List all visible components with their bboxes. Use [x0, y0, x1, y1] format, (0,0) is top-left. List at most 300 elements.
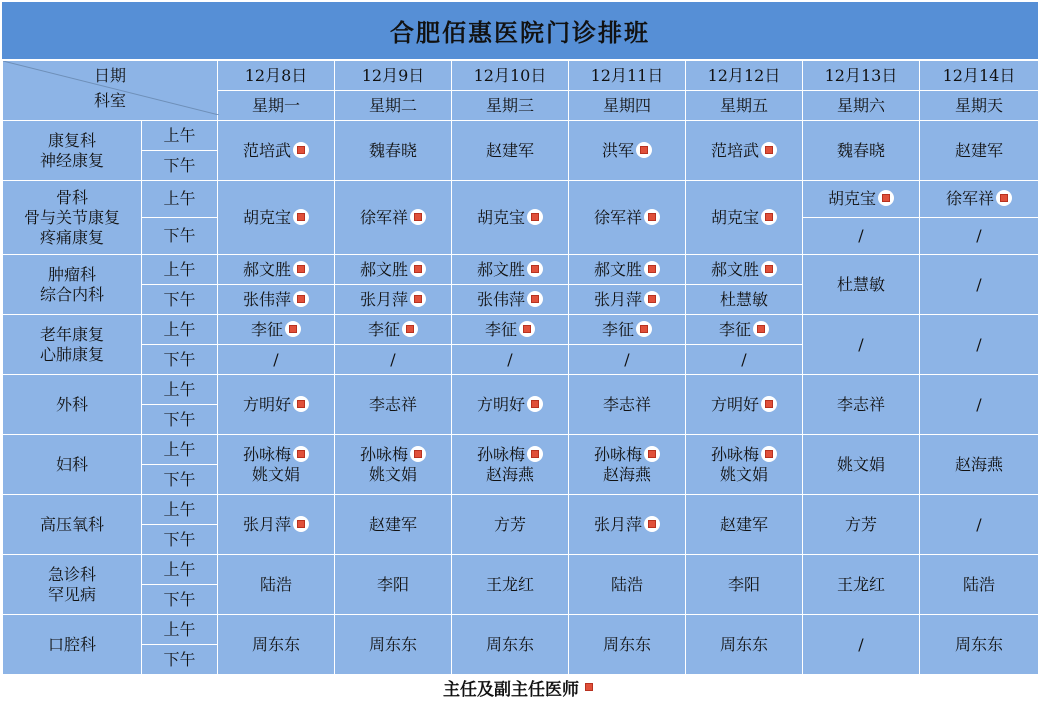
doctor-name: 赵建军	[719, 514, 768, 534]
schedule-cell	[452, 345, 569, 375]
schedule-table	[2, 60, 1039, 675]
doctor-name: 杜慧敏	[836, 274, 885, 294]
doctor-entry	[452, 208, 568, 228]
department-cell	[3, 181, 142, 255]
doctor-entry	[803, 189, 919, 209]
doctor-entry	[569, 141, 685, 161]
weekday-header: 星期六	[803, 91, 920, 121]
doctor-name: /	[858, 634, 864, 654]
doctor-entry	[803, 635, 919, 655]
schedule-row-am	[3, 121, 1039, 151]
doctor-name: 方明好	[476, 394, 525, 414]
schedule-cell	[686, 345, 803, 375]
doctor-name: 孙咏梅	[476, 444, 525, 464]
date-header: 12月13日	[803, 61, 920, 91]
doctor-entry	[218, 445, 334, 465]
schedule-cell	[686, 121, 803, 181]
schedule-cell	[452, 495, 569, 555]
schedule-cell	[218, 555, 335, 615]
doctor-entry	[803, 575, 919, 595]
schedule-cell	[452, 285, 569, 315]
doctor-name: 郝文胜	[476, 259, 525, 279]
doctor-name: 李志祥	[602, 394, 651, 414]
period-pm: 下午	[142, 585, 218, 615]
doctor-name: 李征	[250, 319, 283, 339]
schedule-cell	[452, 375, 569, 435]
doctor-entry	[218, 260, 334, 280]
period-am: 上午	[142, 181, 218, 218]
doctor-name: 胡克宝	[710, 207, 759, 227]
department-name: 罕见病	[47, 584, 96, 604]
schedule-row-am	[3, 181, 1039, 218]
dept-label: 科室	[93, 91, 126, 110]
doctor-entry	[920, 226, 1038, 246]
department-cell	[3, 615, 142, 675]
header-corner	[3, 61, 218, 121]
schedule-cell	[803, 121, 920, 181]
schedule-cell	[335, 345, 452, 375]
doctor-name: 杜慧敏	[719, 289, 768, 309]
schedule-cell	[218, 375, 335, 435]
doctor-entry	[569, 515, 685, 535]
doctor-entry	[218, 465, 334, 485]
schedule-cell	[335, 375, 452, 435]
schedule-cell	[569, 555, 686, 615]
doctor-entry	[335, 208, 451, 228]
department-name: 肿瘤科	[47, 264, 96, 284]
stamp-icon	[636, 142, 652, 158]
schedule-cell	[569, 121, 686, 181]
schedule-cell	[803, 495, 920, 555]
doctor-name: 赵建军	[485, 140, 534, 160]
date-header: 12月9日	[335, 61, 452, 91]
weekday-header: 星期天	[920, 91, 1039, 121]
schedule-cell	[335, 495, 452, 555]
doctor-name: /	[976, 514, 982, 534]
doctor-name: 胡克宝	[476, 207, 525, 227]
doctor-entry	[335, 465, 451, 485]
schedule-cell	[569, 615, 686, 675]
doctor-name: 方明好	[242, 394, 291, 414]
doctor-name: /	[858, 226, 864, 245]
doctor-name: 方明好	[710, 394, 759, 414]
department-cell	[3, 495, 142, 555]
doctor-name: 孙咏梅	[359, 444, 408, 464]
schedule-cell	[452, 121, 569, 181]
doctor-name: /	[507, 349, 513, 369]
doctor-name: 魏春晓	[368, 140, 417, 160]
doctor-entry	[452, 290, 568, 310]
schedule-cell	[569, 255, 686, 285]
weekday-header: 星期五	[686, 91, 803, 121]
schedule-cell	[686, 285, 803, 315]
doctor-entry	[920, 189, 1038, 209]
schedule-cell	[218, 285, 335, 315]
doctor-name: /	[624, 349, 630, 369]
schedule-cell	[335, 255, 452, 285]
doctor-name: 孙咏梅	[710, 444, 759, 464]
stamp-icon	[293, 396, 309, 412]
schedule-cell	[452, 255, 569, 285]
doctor-name: 孙咏梅	[593, 444, 642, 464]
schedule-cell	[335, 315, 452, 345]
schedule-cell	[335, 181, 452, 255]
date-header: 12月11日	[569, 61, 686, 91]
doctor-entry	[686, 515, 802, 535]
schedule-cell	[686, 495, 803, 555]
doctor-entry	[686, 635, 802, 655]
doctor-name: 赵海燕	[602, 464, 651, 484]
doctor-entry	[686, 465, 802, 485]
doctor-name: 赵海燕	[954, 454, 1003, 474]
doctor-name: 赵建军	[368, 514, 417, 534]
doctor-entry	[569, 575, 685, 595]
doctor-name: 孙咏梅	[242, 444, 291, 464]
department-name: 康复科	[47, 130, 96, 150]
schedule-cell	[335, 555, 452, 615]
period-pm: 下午	[142, 151, 218, 181]
doctor-entry	[335, 141, 451, 161]
schedule-cell	[686, 555, 803, 615]
schedule-cell	[569, 315, 686, 345]
doctor-name: 胡克宝	[242, 207, 291, 227]
doctor-entry	[920, 275, 1038, 295]
schedule-cell	[920, 375, 1039, 435]
stamp-icon	[410, 291, 426, 307]
stamp-icon	[761, 261, 777, 277]
schedule-cell	[218, 121, 335, 181]
doctor-entry	[335, 395, 451, 415]
doctor-entry	[686, 208, 802, 228]
stamp-icon	[293, 446, 309, 462]
doctor-name: 李征	[367, 319, 400, 339]
schedule-cell	[920, 435, 1039, 495]
department-cell	[3, 255, 142, 315]
schedule-cell	[569, 435, 686, 495]
schedule-cell	[569, 495, 686, 555]
doctor-name: /	[976, 394, 982, 414]
doctor-name: 张月萍	[242, 514, 291, 534]
doctor-entry	[569, 350, 685, 370]
doctor-name: 姚文娟	[719, 464, 768, 484]
doctor-name: 徐军祥	[359, 207, 408, 227]
schedule-cell	[803, 218, 920, 255]
doctor-name: /	[273, 349, 279, 369]
period-am: 上午	[142, 495, 218, 525]
doctor-entry	[452, 465, 568, 485]
stamp-icon	[410, 209, 426, 225]
schedule-cell	[218, 435, 335, 495]
doctor-entry	[686, 445, 802, 465]
department-name: 高压氧科	[39, 514, 104, 534]
schedule-cell	[569, 345, 686, 375]
schedule-row-am	[3, 495, 1039, 525]
doctor-name: 郝文胜	[593, 259, 642, 279]
doctor-name: 周东东	[368, 634, 417, 654]
doctor-name: 陆浩	[259, 574, 292, 594]
schedule-cell	[920, 121, 1039, 181]
department-name: 骨与关节康复	[23, 207, 120, 227]
doctor-name: 李志祥	[368, 394, 417, 414]
doctor-entry	[920, 575, 1038, 595]
period-am: 上午	[142, 555, 218, 585]
schedule-row-am	[3, 615, 1039, 645]
doctor-name: 赵海燕	[485, 464, 534, 484]
doctor-entry	[569, 320, 685, 340]
schedule-cell	[686, 315, 803, 345]
schedule-cell	[686, 375, 803, 435]
doctor-entry	[920, 455, 1038, 475]
department-name: 疼痛康复	[39, 227, 104, 247]
weekday-header: 星期一	[218, 91, 335, 121]
schedule-cell	[803, 255, 920, 315]
schedule-row-am	[3, 555, 1039, 585]
schedule-row-am	[3, 315, 1039, 345]
stamp-icon	[410, 261, 426, 277]
doctor-name: 姚文娟	[836, 454, 885, 474]
doctor-entry	[452, 395, 568, 415]
doctor-entry	[218, 515, 334, 535]
stamp-icon	[402, 321, 418, 337]
stamp-icon	[996, 190, 1012, 206]
doctor-name: 张伟萍	[476, 289, 525, 309]
doctor-entry	[920, 335, 1038, 355]
doctor-name: 姚文娟	[368, 464, 417, 484]
legend	[0, 672, 1040, 702]
schedule-cell	[803, 375, 920, 435]
doctor-entry	[218, 208, 334, 228]
stamp-icon	[527, 291, 543, 307]
schedule-cell	[686, 181, 803, 255]
period-pm: 下午	[142, 218, 218, 255]
department-name: 神经康复	[39, 150, 104, 170]
stamp-icon	[878, 190, 894, 206]
doctor-name: 胡克宝	[827, 189, 876, 208]
doctor-entry	[218, 141, 334, 161]
schedule-cell	[569, 375, 686, 435]
date-header: 12月10日	[452, 61, 569, 91]
schedule-cell	[920, 218, 1039, 255]
doctor-name: 李征	[484, 319, 517, 339]
doctor-entry	[218, 320, 334, 340]
doctor-name: 李阳	[727, 574, 760, 594]
period-am: 上午	[142, 375, 218, 405]
doctor-name: /	[390, 349, 396, 369]
stamp-icon	[293, 142, 309, 158]
schedule-cell	[218, 345, 335, 375]
doctor-entry	[803, 141, 919, 161]
doctor-name: 方芳	[844, 514, 877, 534]
period-am: 上午	[142, 255, 218, 285]
period-am: 上午	[142, 121, 218, 151]
doctor-entry	[218, 350, 334, 370]
doctor-entry	[335, 320, 451, 340]
doctor-entry	[686, 290, 802, 310]
weekday-header: 星期四	[569, 91, 686, 121]
stamp-icon	[753, 321, 769, 337]
header-row-dates	[3, 61, 1039, 91]
schedule-row-am	[3, 375, 1039, 405]
doctor-entry	[569, 445, 685, 465]
schedule-cell	[335, 435, 452, 495]
doctor-name: 姚文娟	[251, 464, 300, 484]
schedule-cell	[218, 255, 335, 285]
stamp-icon	[293, 209, 309, 225]
doctor-entry	[686, 350, 802, 370]
stamp-icon	[636, 321, 652, 337]
schedule-cell	[686, 615, 803, 675]
schedule-row-am	[3, 435, 1039, 465]
schedule-cell	[218, 181, 335, 255]
doctor-entry	[920, 395, 1038, 415]
doctor-entry	[452, 635, 568, 655]
schedule-cell	[920, 255, 1039, 315]
stamp-icon	[293, 261, 309, 277]
doctor-name: /	[976, 334, 982, 354]
doctor-entry	[686, 575, 802, 595]
doctor-entry	[686, 141, 802, 161]
stamp-icon	[527, 446, 543, 462]
doctor-entry	[452, 515, 568, 535]
schedule-cell	[218, 495, 335, 555]
schedule-cell	[569, 181, 686, 255]
doctor-name: 张伟萍	[242, 289, 291, 309]
schedule-cell	[335, 615, 452, 675]
department-name: 骨科	[55, 187, 88, 207]
doctor-entry	[452, 350, 568, 370]
department-name: 外科	[55, 394, 88, 414]
doctor-entry	[803, 335, 919, 355]
stamp-icon	[644, 516, 660, 532]
department-cell	[3, 555, 142, 615]
schedule-cell	[452, 615, 569, 675]
doctor-name: /	[976, 274, 982, 294]
period-pm: 下午	[142, 405, 218, 435]
doctor-entry	[803, 395, 919, 415]
doctor-name: 李征	[601, 319, 634, 339]
department-cell	[3, 315, 142, 375]
doctor-name: 陆浩	[962, 574, 995, 594]
stamp-icon	[581, 679, 597, 695]
doctor-entry	[452, 260, 568, 280]
doctor-entry	[803, 226, 919, 246]
doctor-name: 徐军祥	[593, 207, 642, 227]
doctor-name: 郝文胜	[359, 259, 408, 279]
stamp-icon	[293, 516, 309, 532]
period-am: 上午	[142, 615, 218, 645]
schedule-cell	[335, 121, 452, 181]
stamp-icon	[644, 261, 660, 277]
doctor-entry	[803, 455, 919, 475]
doctor-entry	[569, 635, 685, 655]
doctor-entry	[569, 395, 685, 415]
stamp-icon	[761, 446, 777, 462]
doctor-entry	[335, 575, 451, 595]
stamp-icon	[761, 209, 777, 225]
schedule-cell	[452, 181, 569, 255]
date-header: 12月8日	[218, 61, 335, 91]
schedule-cell	[803, 315, 920, 375]
date-label: 日期	[93, 66, 126, 85]
stamp-icon	[644, 291, 660, 307]
doctor-entry	[803, 515, 919, 535]
stamp-icon	[519, 321, 535, 337]
schedule-cell	[452, 435, 569, 495]
schedule-cell	[920, 495, 1039, 555]
period-pm: 下午	[142, 525, 218, 555]
doctor-name: 郝文胜	[242, 259, 291, 279]
stamp-icon	[293, 291, 309, 307]
schedule-title: 合肥佰惠医院门诊排班	[2, 2, 1038, 59]
doctor-name: /	[858, 334, 864, 354]
department-cell	[3, 435, 142, 495]
doctor-entry	[335, 635, 451, 655]
doctor-name: 张月萍	[593, 289, 642, 309]
doctor-name: 周东东	[602, 634, 651, 654]
department-name: 心肺康复	[39, 344, 104, 364]
doctor-name: 王龙红	[485, 574, 534, 594]
schedule-cell	[452, 315, 569, 345]
schedule-cell	[686, 255, 803, 285]
schedule-cell	[686, 435, 803, 495]
doctor-name: 周东东	[485, 634, 534, 654]
doctor-name: 方芳	[493, 514, 526, 534]
doctor-entry	[335, 290, 451, 310]
doctor-entry	[569, 260, 685, 280]
period-pm: 下午	[142, 285, 218, 315]
stamp-icon	[644, 446, 660, 462]
doctor-name: 李征	[718, 319, 751, 339]
doctor-entry	[335, 350, 451, 370]
weekday-header: 星期二	[335, 91, 452, 121]
department-name: 急诊科	[47, 564, 96, 584]
department-name: 口腔科	[47, 634, 96, 654]
department-name: 妇科	[55, 454, 88, 474]
doctor-name: 陆浩	[610, 574, 643, 594]
doctor-name: 范培武	[242, 140, 291, 160]
doctor-name: 徐军祥	[945, 189, 994, 208]
doctor-entry	[686, 260, 802, 280]
date-header: 12月14日	[920, 61, 1039, 91]
period-am: 上午	[142, 315, 218, 345]
period-pm: 下午	[142, 345, 218, 375]
doctor-entry	[335, 445, 451, 465]
schedule-cell	[803, 181, 920, 218]
stamp-icon	[644, 209, 660, 225]
doctor-entry	[335, 515, 451, 535]
doctor-name: 张月萍	[593, 514, 642, 534]
doctor-name: 范培武	[710, 140, 759, 160]
schedule-row-am	[3, 255, 1039, 285]
doctor-entry	[335, 260, 451, 280]
department-name: 老年康复	[39, 324, 104, 344]
doctor-name: 王龙红	[836, 574, 885, 594]
doctor-entry	[452, 141, 568, 161]
legend-label: 主任及副主任医师	[443, 679, 579, 700]
stamp-icon	[761, 396, 777, 412]
doctor-entry	[218, 290, 334, 310]
doctor-entry	[686, 320, 802, 340]
stamp-icon	[527, 261, 543, 277]
doctor-entry	[218, 395, 334, 415]
schedule-cell	[920, 315, 1039, 375]
stamp-icon	[527, 209, 543, 225]
doctor-entry	[920, 515, 1038, 535]
schedule-cell	[920, 555, 1039, 615]
doctor-entry	[920, 635, 1038, 655]
doctor-entry	[569, 208, 685, 228]
doctor-entry	[218, 575, 334, 595]
